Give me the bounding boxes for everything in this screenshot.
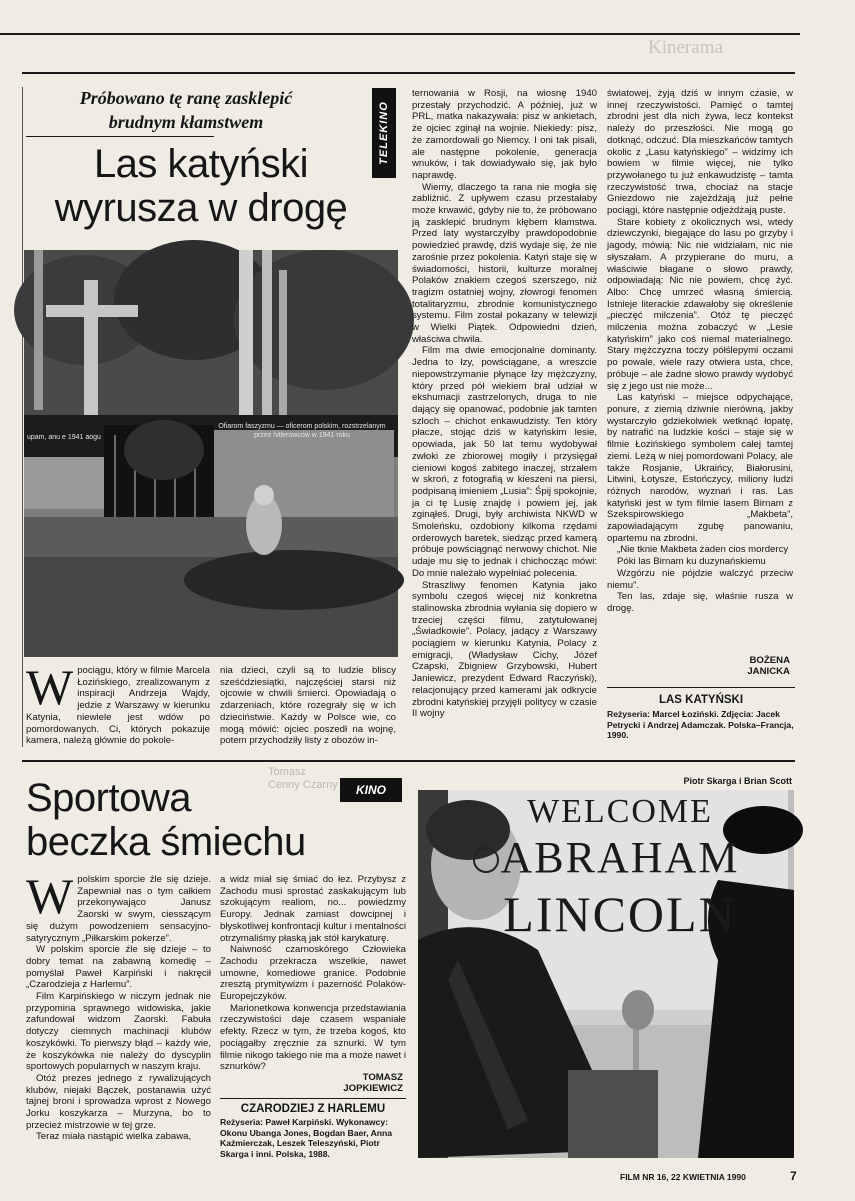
photo-katyn-memorial: [24, 250, 398, 657]
credits-rule: [607, 687, 795, 688]
kicker-line-2: brudnym kłamstwem: [108, 112, 264, 132]
memorial-plaque-text: Ofiarom faszyzmu — oficerom polskim, rozstrzelanym przez hitlerowców w 1941 roku: [218, 423, 386, 439]
memorial-photo-art: [24, 250, 398, 657]
header-rule: [22, 72, 795, 74]
author-last-name: JANICKA: [747, 666, 790, 677]
paragraph: Las katyński – miejsce odpychające, ponure, z ziemią dziwnie nierówną, jakby wystarczyło gdziekolwiek wetknąć łopatę, by natrafić na ludzkie kości – staje się w filmie Łozińskiego symbolem całej tamtej ziemi. Leżą w niej pomordowani Polacy, ale także Rosjanie, Ukraińcy, Białorusini, Litwini, Łotysze, Estończycy, miliony ludzi różnych narodów, wyznań i ras. Las katyński jest w tym filmie lasem Birnam z Szekspirowskiego „Makbeta”, zapowiadającym zgubę panowaniu, opartemu na zbrodni.: [607, 392, 793, 544]
quote-line: Wzgórzu nie pójdzie walczyć przeciw niemu”.: [607, 567, 793, 591]
headline-line-2: beczka śmiechu: [26, 820, 306, 864]
ghost-line-2: Cenny Czarny: [268, 779, 338, 791]
paragraph: a widz miał się śmiać do łez. Przybysz z Zachodu musi sprostać zaskakującym lub szokującym realiom, no... powiedzmy Europy. Jednak zamiast dowcipnej i błyskotliwej konfrontacji kultur i mentalności otrzymaliśmy płaską jak stół karykaturę.: [220, 874, 406, 944]
welcome-sign: [450, 792, 790, 944]
author-signature-kino: [220, 1072, 403, 1094]
dropcap: W: [26, 659, 74, 715]
sign-line-1: WELCOME: [527, 793, 713, 830]
telekino-column-3: [412, 88, 597, 753]
paragraph: ternowania w Rosji, na wiosnę 1940 przestały przychodzić. A później, już w PRL, matka nakazywała: pisz w ankietach, że ojciec zginął na wojnie. Niekiedy: pisz, że zamordowali go Niemcy. I oni tak pisali, ale następne pokolenie, generacja wnuków, i tak dowiadywało się, jak było naprawdę.: [412, 88, 597, 181]
author-first-name: TOMASZ: [362, 1072, 403, 1083]
paragraph: światowej, żyją dziś w innym czasie, w innej rzeczywistości. Pamięć o tamtej zbrodni jest dla nich żywa, lecz kontekst należy do przeszłości. Nie mogą go dotknąć, odczuć. Dla mieszkańców tamtych okolic z „Lasu katyńskiego” – widzimy ich bowiem w filmie więcej, nie tylko przywołanego tu już enkawudzistę – tamta rzeczywistość trwa, chociaż na stacje Gniezdowo nie zajeżdżają już pełne pociągi, które następnie odjeżdżają puste.: [607, 88, 793, 217]
headline-line-1: Sportowa: [26, 776, 191, 820]
faded-section-title: Kinerama: [648, 37, 723, 58]
sign-line-3: LINCOLN: [503, 886, 737, 942]
paragraph: Otóż prezes jednego z rywalizujących klubów, niejaki Bączek, postanawia użyć tajnej broni i sprowadza wprost z Nowego Jorku koszykarza – Murzyna, bo to przecież mistrzowie w tej grze.: [26, 1072, 211, 1131]
paragraph: W polskim sporcie źle się dzieje – to dobry temat na zabawną komedię – pomyślał Paweł Karpiński i nakręcił „Czarodzieja z Harlemu”.: [26, 944, 211, 991]
credits-text-kino: Reżyseria: Paweł Karpiński. Wykonawcy: Okonu Ubanga Jones, Bogdan Baer, Anna Kaźmierczak, Leszek Teleszyński, Piotr Skarga i inni. Polska, 1988.: [220, 1117, 393, 1159]
article-left-border: [22, 87, 23, 747]
column-text: pociągu, który w filmie Marcela Łozińskiego, zrealizowanym z inspiracji Andrzeja Wajdy, jedzie z Warszawy w kierunku Katynia, niewiele jest wdów po pomordowanych. Ci, których pokazuje kamera, należą głównie do pokole-: [26, 665, 210, 747]
paragraph: Film ma dwie emocjonalne dominanty. Jedna to łzy, powściągane, a wreszcie niepowstrzymanie płynące łzy mężczyzny, który przed pół wiekiem brał udział w ekshumacji zastrzelonych, druga to nie dający się opanować, podobnie jak tamten szloch – chichot enkawudzisty. Ten który płacze, stojąc dziś w katyńskim lesie, opowiada, jak 50 lat temu wydobywał zwłoki ze zbiorowej mogiły i przysięgał cieniowi kogoś zabitego inaczej, strzałem w skroń, z fotografią w kieszeni na piersi, podpisaną imieniem „Lusia”: Śpij spokojnie, ja ci tę Lusię znajdę i powiem jej, jak zginąłeś. Drugi, były archiwista NKWD w Smoleńsku, ozdobiony kilkoma rzędami orderowych baretek, siedząc przed kamerą próbuje powściągnąć nerwowy chichot. Nie udaje mu się to jednak i chichocząc mówi: Do mnie należało wypełniać polecenia.: [412, 345, 597, 579]
kicker-underline: [26, 136, 214, 137]
ghost-line-1: Tomasz: [268, 766, 306, 778]
page-number: 7: [790, 1169, 797, 1183]
paragraph: Straszliwy fenomen Katynia jako symbolu czegoś więcej niż konkretna stalinowska zbrodnia wyłania się dopiero w trzeciej części filmu, zatytułowanej „Świadkowie”. Polacy, jadący z Warszawy pociągiem w kierunku Katynia, Polacy z emigracji, (Władysław Cichy, Józef Czapski, Zbigniew Grzybowski, Hubert Janiewicz, prezydent Edward Raczyński), relacjonujący przed kamerami jak odkrycie zbrodni katyńskiej przyjęli politycy w czasie II wojny: [412, 579, 597, 720]
headline-line-2: wyrusza w drogę: [54, 186, 348, 230]
photo-lincoln-sign: [418, 790, 794, 1158]
photo-caption: Piotr Skarga i Brian Scott: [683, 776, 792, 786]
paragraph: Marionetkowa konwencja przedstawiania rzeczywistości daje czasem wspaniałe efekty. Rzecz w tym, że trzeba kogoś, kto pociągałby zręcznie za sznurki. W tym filmie nikogo takiego nie ma a może nawet i sznurków?: [220, 1002, 406, 1073]
paragraph: Teraz miała nastąpić wielka zabawa,: [36, 1131, 192, 1143]
telekino-column-2: [220, 665, 396, 751]
headline-line-1: Las katyński: [93, 142, 309, 186]
kicker: [26, 86, 346, 134]
paragraph: Stare kobiety z okolicznych wsi, wtedy dziewczynki, biegające do lasu po grzyby i jagody, mówią: Nic nie widziałam, nic nie słyszałam. A przypierane do muru, a właściwie błagane o słowo prawdy, odpowiadają: Nic nie powiem, chcę żyć. Albo: Chcę umrzeć własną śmiercią. Istnieje literackie zdawałoby się określenie „pieczęć milczenia”. Otóż tę pieczęć milczenia można zobaczyć w „Lesie katyńskim” jako coś niemal materialnego. Stary mężczyzna toczy półślepymi oczami po powale, wiele razy otwiera usta, chce, próbuje – ale żadne słowo prawdy wydobyć się z jego ust nie może...: [607, 216, 793, 392]
headline-kino: [26, 776, 346, 864]
section-tab-kino: KINO: [340, 778, 402, 802]
credits-rule-kino: [220, 1098, 406, 1099]
author-signature: [607, 655, 790, 677]
kicker-line-1: Próbowano tę ranę zasklepić: [79, 88, 293, 108]
paragraph: Film Karpińskiego w niczym jednak nie przypomina sprawnego widowiska, jakie zafundował widzom Zaorski. Fabuła dotyczy ciemnych machinacji klubów koszykówki. To pierwszy błąd – każdy wie, że koszykówka nie należy do dyscyplin sportowych popularnych w naszym kraju.: [26, 991, 211, 1073]
author-last-name: JOPKIEWICZ: [343, 1083, 403, 1094]
section-divider: [22, 760, 795, 762]
dropcap: W: [26, 868, 74, 924]
quote-line: „Nie tknie Makbeta żaden cios mordercy: [617, 544, 789, 556]
column-text: nia dzieci, czyli są to ludzie bliscy sześćdziesiątki, najczęściej starsi niż ojcowie w chwili śmierci. Opowiadają o zdarzeniach, które rozegrały się w ich dzieciństwie. Każdy w Polsce wie, co mogą mówić: ojciec poszedł na wojnę, potem przychodziły listy z obozów in-: [220, 665, 396, 747]
credits-title: LAS KATYŃSKI: [658, 694, 744, 706]
sign-line-2: ABRAHAM: [500, 833, 740, 882]
paragraph: Wiemy, dlaczego ta rana nie mogła się zabliźnić. Z upływem czasu przestałaby może krwawić, gdyby nie to, że próbowano ją zasklepić brudnym kłębem kłamstwa. Przed laty wystarczyłby prawdopodobnie powiedzieć prawdę, dziś wydaje się, że nie zarośnie przez pokolenia. Katyń staje się w świadomości, historii, kulturze moralnej Polaków znakiem czegoś szerszego, niż tragizm ostatniej wojny, złowrogi fenomen totalitaryzmu, zbrodnie komunistycznego systemu. Film został pokazany w telewizji w Wielki Piątek. Odpowiedni dzień, właściwa chwila.: [412, 181, 597, 345]
paragraph: Naiwność czarnoskórego Człowieka Zachodu przekracza wszelkie, nawet umowne, komediowe granice. Podobnie zresztą prymitywizm i pazerność Polaków-Europejczyków.: [220, 944, 406, 1003]
credits-title-kino: CZARODZIEJ Z HARLEMU: [240, 1103, 386, 1115]
top-rule: [0, 33, 800, 35]
kino-column-1: [26, 868, 211, 1160]
paragraph: Ten las, zdaje się, właśnie rusza w drogę.: [607, 591, 793, 614]
paragraph: polskim sporcie źle się dzieje. Zapewniał nas o tym całkiem przekonywająco Janusz Zaorski w swym, ciesszącym się dużym powodzeniem sensacyjno-satyrycznym „Piłkarskim pokerze”.: [26, 874, 211, 944]
memorial-plaque-left-text: upam, anu e 1941 aogu: [27, 434, 101, 441]
quote-line: Póki las Birnam ku duzynańskiemu: [617, 556, 766, 568]
kino-column-2: [220, 874, 406, 1073]
telekino-column-1: [26, 659, 210, 751]
section-tab-label: TELEKINO: [378, 101, 390, 165]
author-first-name: BOŻENA: [749, 655, 790, 666]
telekino-column-4: [607, 88, 793, 640]
footer-issue: FILM NR 16, 22 KWIETNIA 1990: [620, 1172, 746, 1182]
headline-telekino: [26, 142, 376, 230]
credits-text: Reżyseria: Marcel Łoziński. Zdjęcia: Jacek Petrycki i Andrzej Adamczak. Polska–Francja, 1990.: [607, 709, 794, 740]
